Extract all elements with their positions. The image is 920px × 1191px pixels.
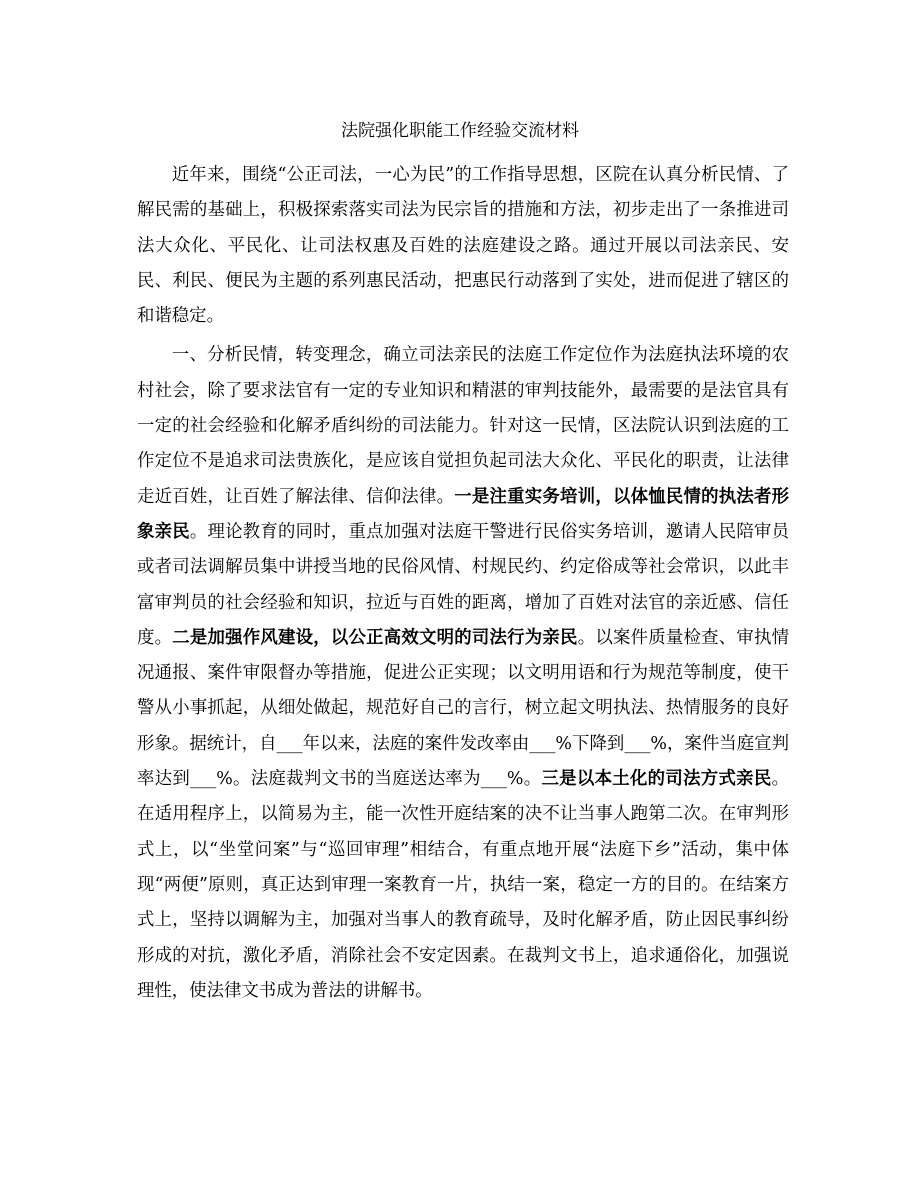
- paragraph-intro: [137, 158, 789, 334]
- paragraph-text: 。在适用程序上，以简易为主，能一次性开庭结案的决不让当事人跑第二次。在审判形式上，以“坐堂问案”与“巡回审理”相结合，有重点地开展“法庭下乡”活动，集中体现“两便”原则，真正达到审理一案教育一片，执结一案，稳定一方的目的。在结案方式上，坚持以调解为主，加强对当事人的教育疏导，及时化解矛盾，防止因民事纠纷形成的对抗，激化矛盾，消除社会不安定因素。在裁判文书上，追求通俗化，加强说理性，使法律文书成为普法的讲解书。: [137, 769, 789, 1001]
- bold-heading-point-three: 三是以本土化的司法方式亲民: [541, 769, 772, 790]
- document-title: 法院强化职能工作经验交流材料: [341, 121, 579, 141]
- paragraph-text: 一、分析民情，转变理念，确立司法亲民的法庭工作定位作为法庭执法环境的农村社会，除了要求法官有一定的专业知识和精湛的审判技能外，最需要的是法官具有一定的社会经验和化解矛盾纠纷的司法能力。针对这一民情，区法院认识到法庭的工作定位不是追求司法贵族化，是应该自觉担负起司法大众化、平民化的职责，让法律走近百姓，让百姓了解法律、信仰法律。: [137, 345, 789, 507]
- paragraph-text: 。以案件质量检查、审执情况通报、案件审限督办等措施，促进公正实现；以文明用语和行为规范等制度，使干警从小事抓起，从细处做起，规范好自己的言行，树立起文明执法、热情服务的良好形象。据统计，自___年以来，法庭的案件发改率由___%下降到___%，案件当庭宣判率达到___%。法庭裁判文书的当庭送达率为___%。: [137, 627, 789, 790]
- document-body: [137, 158, 789, 1009]
- paragraph-section-one: [137, 338, 789, 1009]
- paragraph-text: 。理论教育的同时，重点加强对法庭干警进行民俗实务培训，邀请人民陪审员或者司法调解员集中讲授当地的民俗风情、村规民约、约定俗成等社会常识，以此丰富审判员的社会经验和知识，拉近与百姓的距离，增加了百姓对法官的亲近感、信任度。: [137, 521, 789, 648]
- bold-heading-point-two: 二是加强作风建设，以公正高效文明的司法行为亲民: [172, 627, 578, 648]
- paragraph-text: 近年来，围绕“公正司法，一心为民”的工作指导思想，区院在认真分析民情、了解民需的基础上，积极探索落实司法为民宗旨的措施和方法，初步走出了一条推进司法大众化、平民化、让司法权惠及百姓的法庭建设之路。通过开展以司法亲民、安民、利民、便民为主题的系列惠民活动，把惠民行动落到了实处，进而促进了辖区的和谐稳定。: [137, 165, 789, 327]
- bold-heading-point-one: 一是注重实务培训，以体恤民情的执法者形象亲民: [137, 486, 789, 542]
